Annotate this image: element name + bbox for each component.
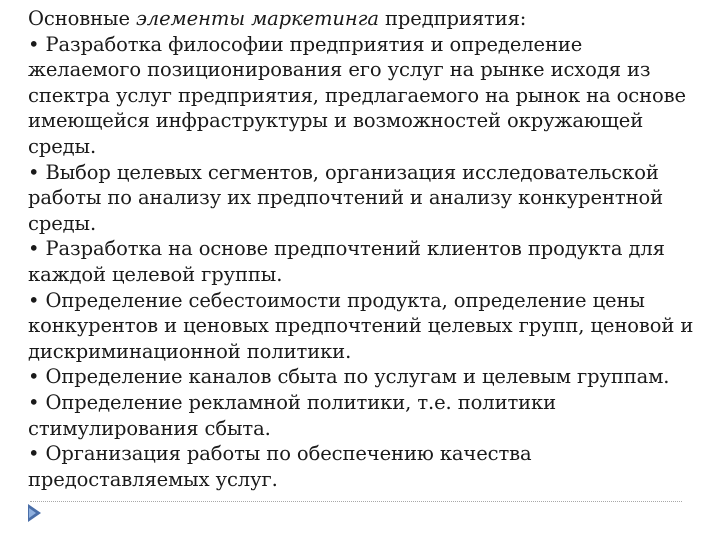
triangle-highlight-icon bbox=[29, 508, 36, 518]
slide-heading bbox=[28, 6, 698, 32]
list-item-quality: • Организация работы по обеспечению качества предоставляемых услуг. bbox=[28, 442, 532, 491]
list-item-channels: • Определение каналов сбыта по услугам и целевым группам. bbox=[28, 365, 670, 389]
list-item-product: • Разработка на основе предпочтений клиентов продукта для каждой целевой группы. bbox=[28, 237, 665, 286]
footer-divider bbox=[30, 501, 682, 502]
heading-emphasis: элементы маркетинга bbox=[135, 7, 379, 30]
list-item-pricing: • Определение себестоимости продукта, определение цены конкурентов и ценовых предпочтений целевых групп, ценовой и дискриминационной политики. bbox=[28, 288, 694, 363]
slide-body bbox=[28, 6, 698, 492]
list-item-segments: • Выбор целевых сегментов, организация исследовательской работы по анализу их предпочтений и анализу конкурентной среды. bbox=[28, 160, 663, 235]
list-item-philosophy: • Разработка философии предприятия и определение желаемого позиционирования его услуг на рынке исходя из спектра услуг предприятия, предлагаемого на рынок на основе имеющейся инфраструктуры и возможностей окружающей среды. bbox=[28, 32, 686, 158]
heading-before: Основные bbox=[28, 7, 136, 30]
heading-after: предприятия: bbox=[378, 7, 527, 30]
list-item-advertising: • Определение рекламной политики, т.е. политики стимулирования сбыта. bbox=[28, 390, 557, 440]
